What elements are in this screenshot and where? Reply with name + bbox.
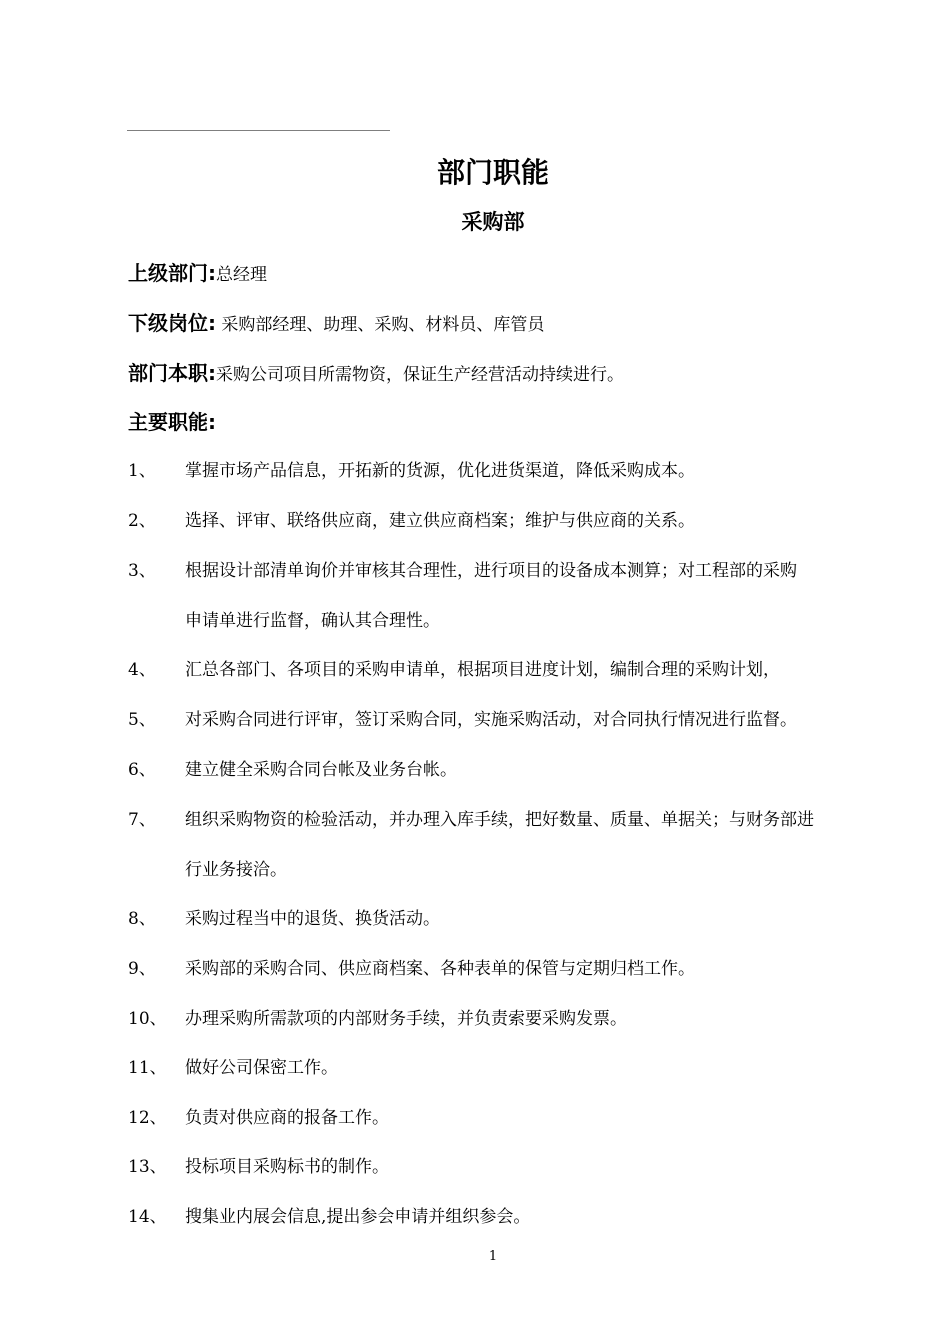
field-label: 主要职能: <box>128 410 216 434</box>
header-rule <box>127 130 390 131</box>
page-title: 部门职能 <box>436 156 549 189</box>
item-text: 采购部的采购合同、供应商档案、各种表单的保管与定期归档工作。 <box>185 959 695 979</box>
item-number: 5、 <box>128 710 156 730</box>
item-number: 9、 <box>128 959 156 979</box>
field-subordinate-positions <box>128 309 544 339</box>
department-name: 采购部 <box>461 210 525 234</box>
item-text: 采购过程当中的退货、换货活动。 <box>185 909 440 929</box>
item-text: 投标项目采购标书的制作。 <box>185 1157 389 1177</box>
item-number: 8、 <box>128 909 156 929</box>
item-text: 搜集业内展会信息,提出参会申请并组织参会。 <box>185 1207 531 1227</box>
item-text-continued: 申请单进行监督，确认其合理性。 <box>185 611 440 631</box>
field-label: 上级部门: <box>128 261 216 285</box>
field-department-duty <box>128 359 624 389</box>
item-text: 掌握市场产品信息，开拓新的货源，优化进货渠道，降低采购成本。 <box>185 461 695 481</box>
field-value: 采购部经理、助理、采购、材料员、库管员 <box>216 315 545 335</box>
item-number: 2、 <box>128 511 156 531</box>
item-text: 建立健全采购合同台帐及业务台帐。 <box>185 760 457 780</box>
item-number: 10、 <box>128 1009 167 1029</box>
item-text: 办理采购所需款项的内部财务手续，并负责索要采购发票。 <box>185 1009 627 1029</box>
field-label: 下级岗位: <box>128 311 216 335</box>
item-number: 12、 <box>128 1108 167 1128</box>
item-text: 做好公司保密工作。 <box>185 1058 338 1078</box>
item-number: 13、 <box>128 1157 167 1177</box>
field-superior-department <box>128 259 267 289</box>
item-text: 负责对供应商的报备工作。 <box>185 1108 389 1128</box>
item-number: 4、 <box>128 660 156 680</box>
field-value: 总经理 <box>216 265 267 285</box>
item-text-continued: 行业务接洽。 <box>185 860 287 880</box>
item-number: 7、 <box>128 810 156 830</box>
page-number: 1 <box>488 1249 498 1264</box>
item-text: 根据设计部清单询价并审核其合理性，进行项目的设备成本测算；对工程部的采购 <box>185 561 797 581</box>
item-text: 汇总各部门、各项目的采购申请单，根据项目进度计划，编制合理的采购计划， <box>185 660 780 680</box>
field-label: 部门本职: <box>128 361 216 385</box>
item-text: 组织采购物资的检验活动，并办理入库手续，把好数量、质量、单据关；与财务部进 <box>185 810 814 830</box>
item-number: 14、 <box>128 1207 167 1227</box>
item-number: 6、 <box>128 760 156 780</box>
field-value: 采购公司项目所需物资，保证生产经营活动持续进行。 <box>216 365 624 385</box>
field-main-functions <box>128 408 216 438</box>
item-number: 11、 <box>128 1058 167 1078</box>
item-text: 选择、评审、联络供应商，建立供应商档案；维护与供应商的关系。 <box>185 511 695 531</box>
item-number: 3、 <box>128 561 156 581</box>
item-text: 对采购合同进行评审，签订采购合同，实施采购活动，对合同执行情况进行监督。 <box>185 710 797 730</box>
item-number: 1、 <box>128 461 156 481</box>
